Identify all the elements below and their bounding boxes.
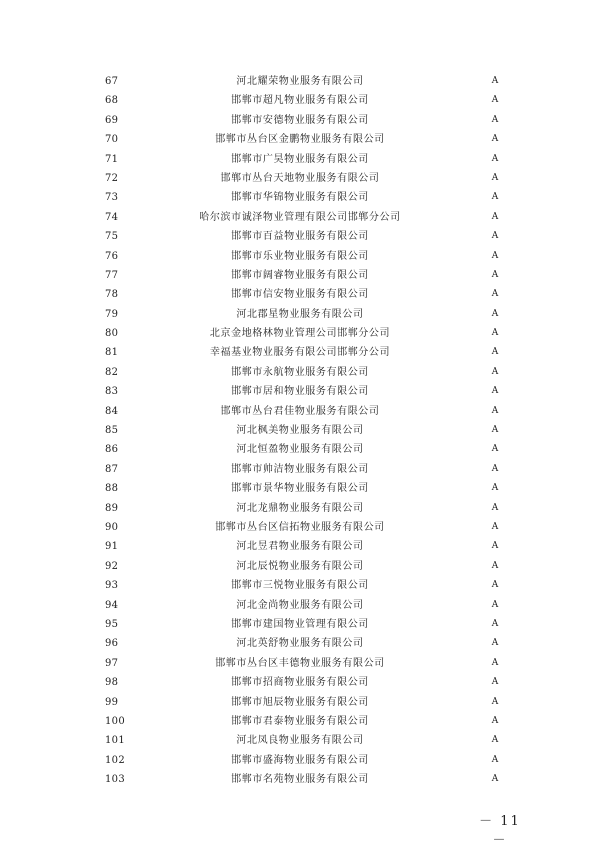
rating-grade: A bbox=[491, 76, 499, 86]
company-name: 北京金地格林物业管理公司邯郸分公司 bbox=[209, 328, 391, 340]
company-name: 邯郸市丛台区丰德物业服务有限公司 bbox=[215, 657, 385, 669]
rating-grade: A bbox=[491, 289, 499, 300]
row-number: 74 bbox=[105, 211, 119, 223]
row-number: 79 bbox=[105, 308, 119, 320]
rating-grade: A bbox=[491, 366, 499, 377]
company-name: 河北昱君物业服务有限公司 bbox=[236, 541, 364, 553]
row-number: 91 bbox=[105, 541, 119, 553]
company-name: 邯郸市招商物业服务有限公司 bbox=[231, 677, 369, 689]
company-name: 邯郸市丛台区信拓物业服务有限公司 bbox=[215, 521, 385, 533]
row-number: 90 bbox=[105, 521, 119, 533]
rating-grade: A bbox=[491, 735, 499, 746]
row-number: 95 bbox=[105, 618, 119, 630]
company-name: 邯郸市丛台天地物业服务有限公司 bbox=[220, 172, 380, 184]
rating-grade: A bbox=[491, 425, 499, 436]
table-row bbox=[0, 382, 603, 401]
table-row bbox=[0, 460, 603, 479]
rating-grade: A bbox=[491, 386, 499, 397]
table-row bbox=[0, 150, 603, 169]
company-name: 河北郡星物业服务有限公司 bbox=[236, 308, 364, 320]
company-name: 邯郸市广昊物业服务有限公司 bbox=[231, 153, 369, 165]
row-number: 67 bbox=[105, 76, 119, 87]
rating-grade: A bbox=[491, 192, 499, 203]
table-row bbox=[0, 91, 603, 110]
table-row bbox=[0, 208, 603, 227]
company-name: 邯郸市华锦物业服务有限公司 bbox=[231, 192, 369, 204]
company-name: 邯郸市旭辰物业服务有限公司 bbox=[231, 696, 369, 708]
row-number: 70 bbox=[105, 134, 119, 146]
table-row bbox=[0, 751, 603, 770]
row-number: 87 bbox=[105, 463, 119, 475]
table-row bbox=[0, 615, 603, 634]
company-name: 河北凤良物业服务有限公司 bbox=[236, 735, 364, 747]
table-row bbox=[0, 499, 603, 518]
company-name: 邯郸市超凡物业服务有限公司 bbox=[231, 95, 369, 107]
rating-grade: A bbox=[491, 560, 499, 571]
row-number: 84 bbox=[105, 405, 119, 417]
row-number: 73 bbox=[105, 192, 119, 204]
rating-grade: A bbox=[491, 483, 499, 494]
company-rating-table bbox=[0, 72, 603, 789]
row-number: 82 bbox=[105, 366, 119, 378]
row-number: 96 bbox=[105, 638, 119, 650]
rating-grade: A bbox=[491, 657, 499, 668]
row-number: 94 bbox=[105, 599, 119, 611]
rating-grade: A bbox=[491, 677, 499, 688]
company-name: 邯郸市名苑物业服务有限公司 bbox=[231, 774, 369, 786]
company-name: 河北金尚物业服务有限公司 bbox=[236, 599, 364, 611]
rating-grade: A bbox=[491, 114, 499, 125]
table-row bbox=[0, 712, 603, 731]
row-number: 85 bbox=[105, 425, 119, 437]
company-name: 邯郸市盛海物业服务有限公司 bbox=[231, 754, 369, 766]
row-number: 78 bbox=[105, 289, 119, 301]
row-number: 102 bbox=[105, 754, 125, 766]
rating-grade: A bbox=[491, 541, 499, 552]
row-number: 83 bbox=[105, 386, 119, 398]
row-number: 88 bbox=[105, 483, 119, 495]
table-row bbox=[0, 596, 603, 615]
row-number: 77 bbox=[105, 269, 119, 281]
table-row bbox=[0, 557, 603, 576]
table-row bbox=[0, 421, 603, 440]
table-row bbox=[0, 576, 603, 595]
table-row bbox=[0, 537, 603, 556]
row-number: 69 bbox=[105, 114, 119, 126]
table-row bbox=[0, 440, 603, 459]
rating-grade: A bbox=[491, 231, 499, 242]
row-number: 89 bbox=[105, 502, 119, 514]
rating-grade: A bbox=[491, 638, 499, 649]
rating-grade: A bbox=[491, 347, 499, 358]
row-number: 103 bbox=[105, 774, 125, 786]
row-number: 92 bbox=[105, 560, 119, 572]
company-name: 幸福基业物业服务有限公司邯郸分公司 bbox=[209, 347, 391, 359]
row-number: 80 bbox=[105, 328, 119, 340]
page-number: － 11 － bbox=[479, 814, 521, 848]
row-number: 81 bbox=[105, 347, 119, 359]
row-number: 71 bbox=[105, 153, 119, 165]
company-name: 邯郸市建国物业管理有限公司 bbox=[231, 618, 369, 630]
table-row bbox=[0, 654, 603, 673]
table-row bbox=[0, 693, 603, 712]
row-number: 98 bbox=[105, 677, 119, 689]
table-row bbox=[0, 363, 603, 382]
rating-grade: A bbox=[491, 502, 499, 513]
row-number: 72 bbox=[105, 172, 119, 184]
table-row bbox=[0, 673, 603, 692]
rating-grade: A bbox=[491, 95, 499, 106]
company-name: 邯郸市百益物业服务有限公司 bbox=[231, 231, 369, 243]
rating-grade: A bbox=[491, 172, 499, 183]
table-row bbox=[0, 169, 603, 188]
company-name: 河北辰悦物业服务有限公司 bbox=[236, 560, 364, 572]
rating-grade: A bbox=[491, 696, 499, 707]
rating-grade: A bbox=[491, 153, 499, 164]
rating-grade: A bbox=[491, 444, 499, 455]
table-row bbox=[0, 402, 603, 421]
company-name: 哈尔滨市诚泽物业管理有限公司邯郸分公司 bbox=[199, 211, 401, 223]
row-number: 100 bbox=[105, 715, 125, 727]
company-name: 河北恒盈物业服务有限公司 bbox=[236, 444, 364, 456]
company-name: 邯郸市乐业物业服务有限公司 bbox=[231, 250, 369, 262]
company-name: 邯郸市君泰物业服务有限公司 bbox=[231, 715, 369, 727]
table-row bbox=[0, 305, 603, 324]
rating-grade: A bbox=[491, 308, 499, 319]
rating-grade: A bbox=[491, 715, 499, 726]
table-row bbox=[0, 227, 603, 246]
company-name: 河北耀荣物业服务有限公司 bbox=[236, 76, 364, 87]
table-row bbox=[0, 130, 603, 149]
row-number: 101 bbox=[105, 735, 125, 747]
rating-grade: A bbox=[491, 521, 499, 532]
company-name: 邯郸市帅洁物业服务有限公司 bbox=[231, 463, 369, 475]
row-number: 68 bbox=[105, 95, 119, 107]
table-row bbox=[0, 188, 603, 207]
rating-grade: A bbox=[491, 211, 499, 222]
rating-grade: A bbox=[491, 463, 499, 474]
company-name: 河北英舒物业服务有限公司 bbox=[236, 638, 364, 650]
company-name: 邯郸市景华物业服务有限公司 bbox=[231, 483, 369, 495]
rating-grade: A bbox=[491, 328, 499, 339]
company-name: 邯郸市三悦物业服务有限公司 bbox=[231, 580, 369, 592]
row-number: 93 bbox=[105, 580, 119, 592]
row-number: 86 bbox=[105, 444, 119, 456]
rating-grade: A bbox=[491, 269, 499, 280]
company-name: 河北龙鼎物业服务有限公司 bbox=[236, 502, 364, 514]
row-number: 75 bbox=[105, 231, 119, 243]
row-number: 76 bbox=[105, 250, 119, 262]
table-row bbox=[0, 634, 603, 653]
rating-grade: A bbox=[491, 134, 499, 145]
company-name: 河北枫美物业服务有限公司 bbox=[236, 425, 364, 437]
rating-grade: A bbox=[491, 405, 499, 416]
rating-grade: A bbox=[491, 754, 499, 765]
rating-grade: A bbox=[491, 774, 499, 785]
table-row bbox=[0, 324, 603, 343]
row-number: 99 bbox=[105, 696, 119, 708]
table-row bbox=[0, 111, 603, 130]
table-row bbox=[0, 343, 603, 362]
company-name: 邯郸市信安物业服务有限公司 bbox=[231, 289, 369, 301]
company-name: 邯郸市安德物业服务有限公司 bbox=[231, 114, 369, 126]
table-row bbox=[0, 266, 603, 285]
table-row bbox=[0, 479, 603, 498]
table-row bbox=[0, 731, 603, 750]
table-row bbox=[0, 285, 603, 304]
table-row bbox=[0, 770, 603, 789]
company-name: 邯郸市居和物业服务有限公司 bbox=[231, 386, 369, 398]
row-number: 97 bbox=[105, 657, 119, 669]
rating-grade: A bbox=[491, 618, 499, 629]
rating-grade: A bbox=[491, 599, 499, 610]
table-row bbox=[0, 72, 603, 91]
table-row bbox=[0, 518, 603, 537]
company-name: 邯郸市丛台君佳物业服务有限公司 bbox=[220, 405, 380, 417]
table-row bbox=[0, 247, 603, 266]
rating-grade: A bbox=[491, 250, 499, 261]
company-name: 邯郸市永航物业服务有限公司 bbox=[231, 366, 369, 378]
company-name: 邯郸市阔睿物业服务有限公司 bbox=[231, 269, 369, 281]
rating-grade: A bbox=[491, 580, 499, 591]
company-name: 邯郸市丛台区金鹏物业服务有限公司 bbox=[215, 134, 385, 146]
